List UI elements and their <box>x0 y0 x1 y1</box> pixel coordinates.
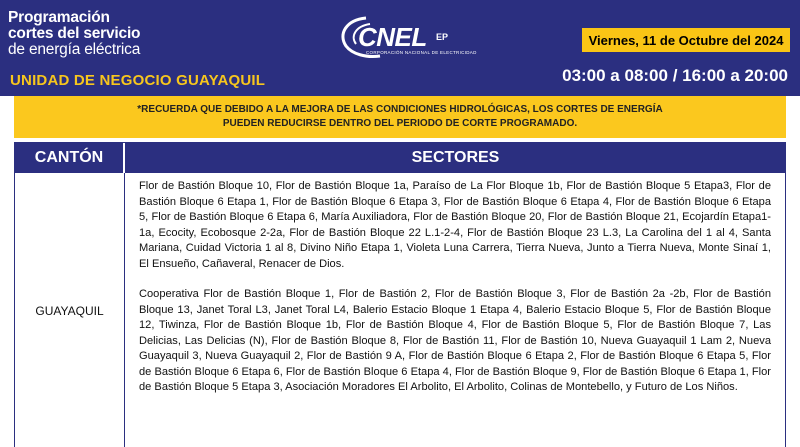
logo-text: CNEL <box>358 22 427 52</box>
notice-banner <box>14 96 786 138</box>
sectors-block-1: Flor de Bastión Bloque 10, Flor de Bastión Bloque 1a, Paraíso de La Flor Bloque 1b, Flor de Bastión Bloque 5 Etapa3, Flor de Bastión Bloque 6 Etapa 1, Flor de Bastión Bloque 6 Etapa 3, Flor de Bastión Bloque 6 Etapa 4, Flor de Bastión Bloque 6 Etapa 5, Flor de Bastión Bloque 6 Etapa 6, María Auxiliadora, Flor de Bastión Bloque 20, Flor de Bastión Bloque 21, Ecojardín Etapa1-1a, Ecocity, Ecobosque 2-2a, Flor de Bastión Bloque 22 L.1-2-4, Flor de Bastión Bloque 23 L.3, La Carolina del 1 al 4, Santa Mariana, Cuidad Victoria 1 al 8, Divino Niño Etapa 1, Violeta Luna Carrera, Tierra Nueva, Junto a Tierra Nueva, Monte Sinaí 1, El Ensueño, Cañaveral, Renacer de Dios. <box>139 180 771 270</box>
canton-cell: GUAYAQUIL <box>35 303 104 318</box>
column-header-sectores: SECTORES <box>125 143 786 173</box>
time-range: 03:00 a 08:00 / 16:00 a 20:00 <box>562 66 788 85</box>
sectors-block-2: Cooperativa Flor de Bastión Bloque 1, Flor de Bastión 2, Flor de Bastión Bloque 3, Flor de Bastión 2a -2b, Flor de Bastión Bloque 13, Janet Toral L3, Janet Toral L4, Balerio Estacio Bloque 1 Etapa 4, Balerio Estacio Bloque 5, Flor de Bastión Bloque 12, Tiwinza, Flor de Bastión Bloque 1b, Flor de Bastión Bloque 4, Flor de Bastión Bloque 5, Flor de Bastión Bloque 7, Las Delicias, Las Delicias (N), Flor de Bastión Bloque 8, Flor de Bastión 11, Flor de Bastión 10, Nueva Guayaquil 1 Lam 2, Nueva Guayaquil 3, Nueva Guayaquil 2, Flor de Bastión 9 A, Flor de Bastión Bloque 6 Etapa 2, Flor de Bastión Bloque 6 Etapa 5, Flor de Bastión Bloque 6 Etapa 6, Flor de Bastión Bloque 6 Etapa 4, Flor de Bastión Bloque 9, Flor de Bastión Bloque 6 Etapa 1, Flor de Bastión Bloque 5 Etapa 3, Asociación Moradores El Arbolito, El Arbolito, Colinas de Montebello, y Futuro de Los Niños. <box>139 288 771 393</box>
logo-suffix: EP <box>436 32 449 42</box>
column-header-canton: CANTÓN <box>15 143 124 173</box>
logo-subtitle: CORPORACIÓN NACIONAL DE ELECTRICIDAD <box>366 50 477 55</box>
page-title <box>8 10 198 58</box>
cnel-logo <box>336 12 486 62</box>
notice-line-2: PUEDEN REDUCIRSE DENTRO DEL PERIODO DE CORTE PROGRAMADO. <box>222 118 578 129</box>
business-unit-label: UNIDAD DE NEGOCIO GUAYAQUIL <box>10 72 266 89</box>
column-divider <box>124 173 125 447</box>
header-banner <box>0 0 800 96</box>
title-line-1: Programación <box>8 9 110 26</box>
sectors-cell <box>139 179 771 411</box>
title-line-2: cortes del servicio <box>8 25 141 42</box>
title-line-3: de energía eléctrica <box>8 41 141 58</box>
date-badge: Viernes, 11 de Octubre del 2024 <box>582 28 790 52</box>
schedule-table <box>14 142 786 447</box>
notice-line-1: *RECUERDA QUE DEBIDO A LA MEJORA DE LAS CONDICIONES HIDROLÓGICAS, LOS CORTES DE ENERGÍA <box>137 104 663 115</box>
